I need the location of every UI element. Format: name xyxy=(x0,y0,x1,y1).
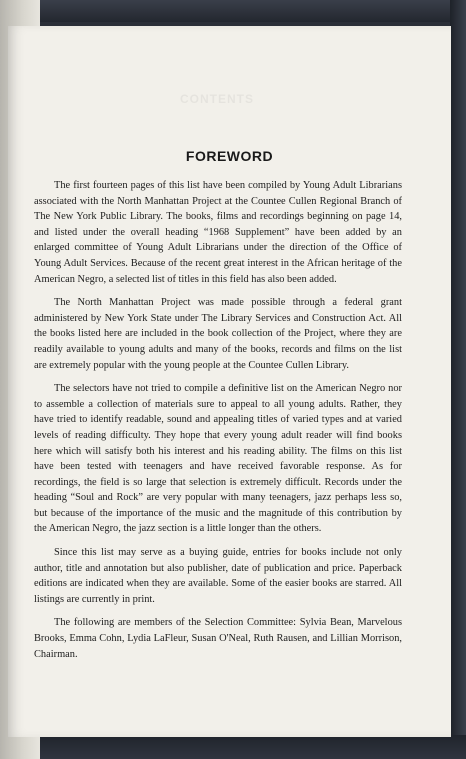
document-page xyxy=(8,26,451,737)
paragraph: Since this list may serve as a buying guide, entries for books include not only author, title and annotation but also publisher, date of publication and price. Paperback editions are indicated when they are available. Some of the easier books are starred. All listings are currently in print. xyxy=(34,547,402,605)
page-title: FOREWORD xyxy=(185,148,274,164)
book-cover-bottom-edge xyxy=(0,735,466,759)
bleed-through-heading: CONTENTS xyxy=(180,92,254,106)
paragraph: The selectors have not tried to compile a definitive list on the American Negro nor to assemble a collection of materials sure to appeal to all young adults. Rather, they have tried to identify readable, sound and appealing titles of varied types and at varied levels of reading difficulty. They hope that every young adult reader will find books here which will satisfy both his interest and his reading ability. The films on this list have been tested with teenagers and have received favorable response. As for recordings, the field is so large that selection is extremely difficult. Records under the heading “Soul and Rock” are very popular with many teenagers, jazz perhaps less so, but because of the importance of the music and the magnitude of this contribution by the American Negro, the jazz section is a little longer than the others. xyxy=(34,383,402,535)
book-cover-right-edge xyxy=(450,0,466,759)
book-cover-top-edge xyxy=(0,0,466,22)
paragraph: The following are members of the Selection Committee: Sylvia Bean, Marvelous Brooks, Emma Cohn, Lydia LaFleur, Susan O'Neal, Ruth Rausen, and Lillian Morrison, Chairman. xyxy=(34,617,402,660)
paragraph: The North Manhattan Project was made possible through a federal grant administered by New York State under The Library Services and Construction Act. All the books listed here are included in the book collection of the Project, where they are readily available to young adults and many of the books, records and films on the list are extremely popular with the young people at the Countee Cullen Library. xyxy=(34,297,402,371)
paragraph: The first fourteen pages of this list have been compiled by Young Adult Librarians associated with the North Manhattan Project at the Countee Cullen Regional Branch of The New York Public Library. The books, films and recordings beginning on page 14, and listed under the overall heading “1968 Supplement” have been added by an enlarged committee of Young Adult Librarians under the direction of the Office of Young Adult Services. Because of the recent great interest in the African heritage of the American Negro, a selected list of titles in this field has also been added. xyxy=(34,180,402,285)
foreword-body xyxy=(34,178,402,670)
